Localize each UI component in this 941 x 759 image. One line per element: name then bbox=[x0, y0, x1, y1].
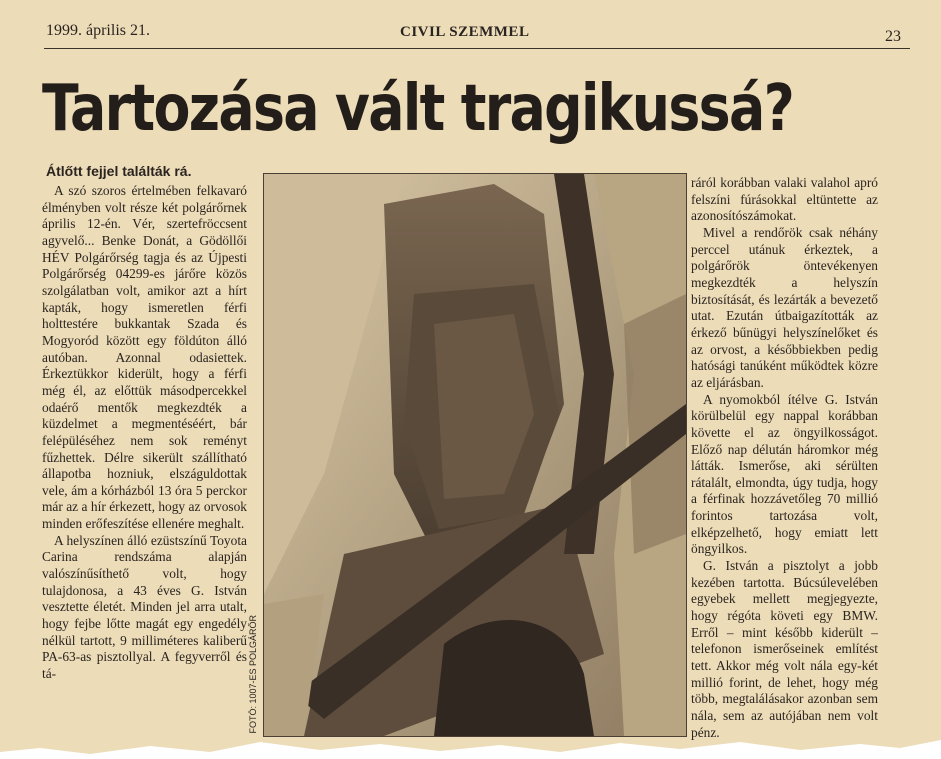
paragraph: A helyszínen álló ezüstszínű Toyota Carina rendszáma alapján valószínűsíthető volt, hogy tulajdonosa, a 43 éves G. István vesztette életét. Minden jel arra utalt, hogy fejbe lőtte magát egy engedély nélkül tartott, 9 milliméteres kaliberű PA-63-as pisztollyal. A fegyverről és tá- bbox=[42, 532, 247, 682]
paragraph: A nyomokból ítélve G. István körülbelül egy nappal korábban követte el az öngyilkosságot. Előző nap délután háromkor még látták. Ismerőse, aki sérülten rátalált, elmondta, úgy tudja, hogy a férfinak hozzávetőleg 70 millió forintos tartozása volt, elképzelhető, hogy emiatt lett öngyilkos. bbox=[691, 391, 878, 557]
torn-paper-edge bbox=[0, 730, 941, 759]
article-column-3 bbox=[691, 175, 878, 741]
paragraph: ráról korábban valaki valahol apró felszíni fúrásokkal eltüntette az azonosítószámokat. bbox=[691, 175, 878, 224]
headline: Tartozása vált tragikussá? bbox=[42, 72, 794, 146]
section-title: CIVIL SZEMMEL bbox=[400, 24, 530, 40]
paragraph: A szó szoros értelmében felkavaró élményben volt része két polgárőrnek április 12-én. Vér, szertefröccsent agyvelő... Benke Donát, a Gödöllői HÉV Polgárőrség tagja és az Újpesti Polgárőrség 04299-es járőre közös szolgálatban volt, amikor azt a hírt kapták, hogy ismeretlen férfi holttestére bukkantak Szada és Mogyoród között egy földúton álló autóban. Azonnal odasiettek. Érkeztükkor kiderült, hogy a férfi még él, az előttük másodpercekkel odaérő mentők megkezdték a küzdelmet a megmentéséért, bár felépüléséhez nem sok reményt fűzhettek. Délre sikerült szállítható állapotba hozniuk, elszáguldottak vele, ám a kórházból 13 óra 5 perckor már az a hír érkezett, hogy az orvosok minden erőfeszítése ellenére meghalt. bbox=[42, 183, 247, 532]
page-number: 23 bbox=[885, 28, 901, 45]
article-column-1 bbox=[42, 183, 247, 683]
paragraph: Mivel a rendőrök csak néhány perccel utánuk érkeztek, a polgárőrök öntevékenyen megkezdték a helyszín biztosítását, és lezárták a bevezető utat. Ezután útbaigazították az érkező bűnügyi helyszínelőket és az orvost, a későbbiekben pedig hatósági tanúként működtek közre az eljárásban. bbox=[691, 224, 878, 390]
subheading: Átlőtt fejjel találták rá. bbox=[46, 163, 192, 179]
issue-date: 1999. április 21. bbox=[46, 22, 150, 39]
header-rule bbox=[44, 48, 910, 49]
car-interior-photo bbox=[263, 173, 687, 737]
photo-credit: FOTÓ: 1007-ES POLGÁRŐR bbox=[248, 615, 258, 734]
car-seat-illustration bbox=[264, 174, 686, 736]
paragraph: G. István a pisztolyt a jobb kezében tartotta. Búcsúlevelében egyebek mellett megjegyezte, hogy régóta követi egy BMW. Erről – mint később kiderült – telefonon ismerőseinek említést tett. Akkor még volt nála egy-két millió forint, de lehet, hogy még több, megtalálásakor azonban sem nála, sem az autójában nem volt pénz. bbox=[691, 558, 878, 740]
